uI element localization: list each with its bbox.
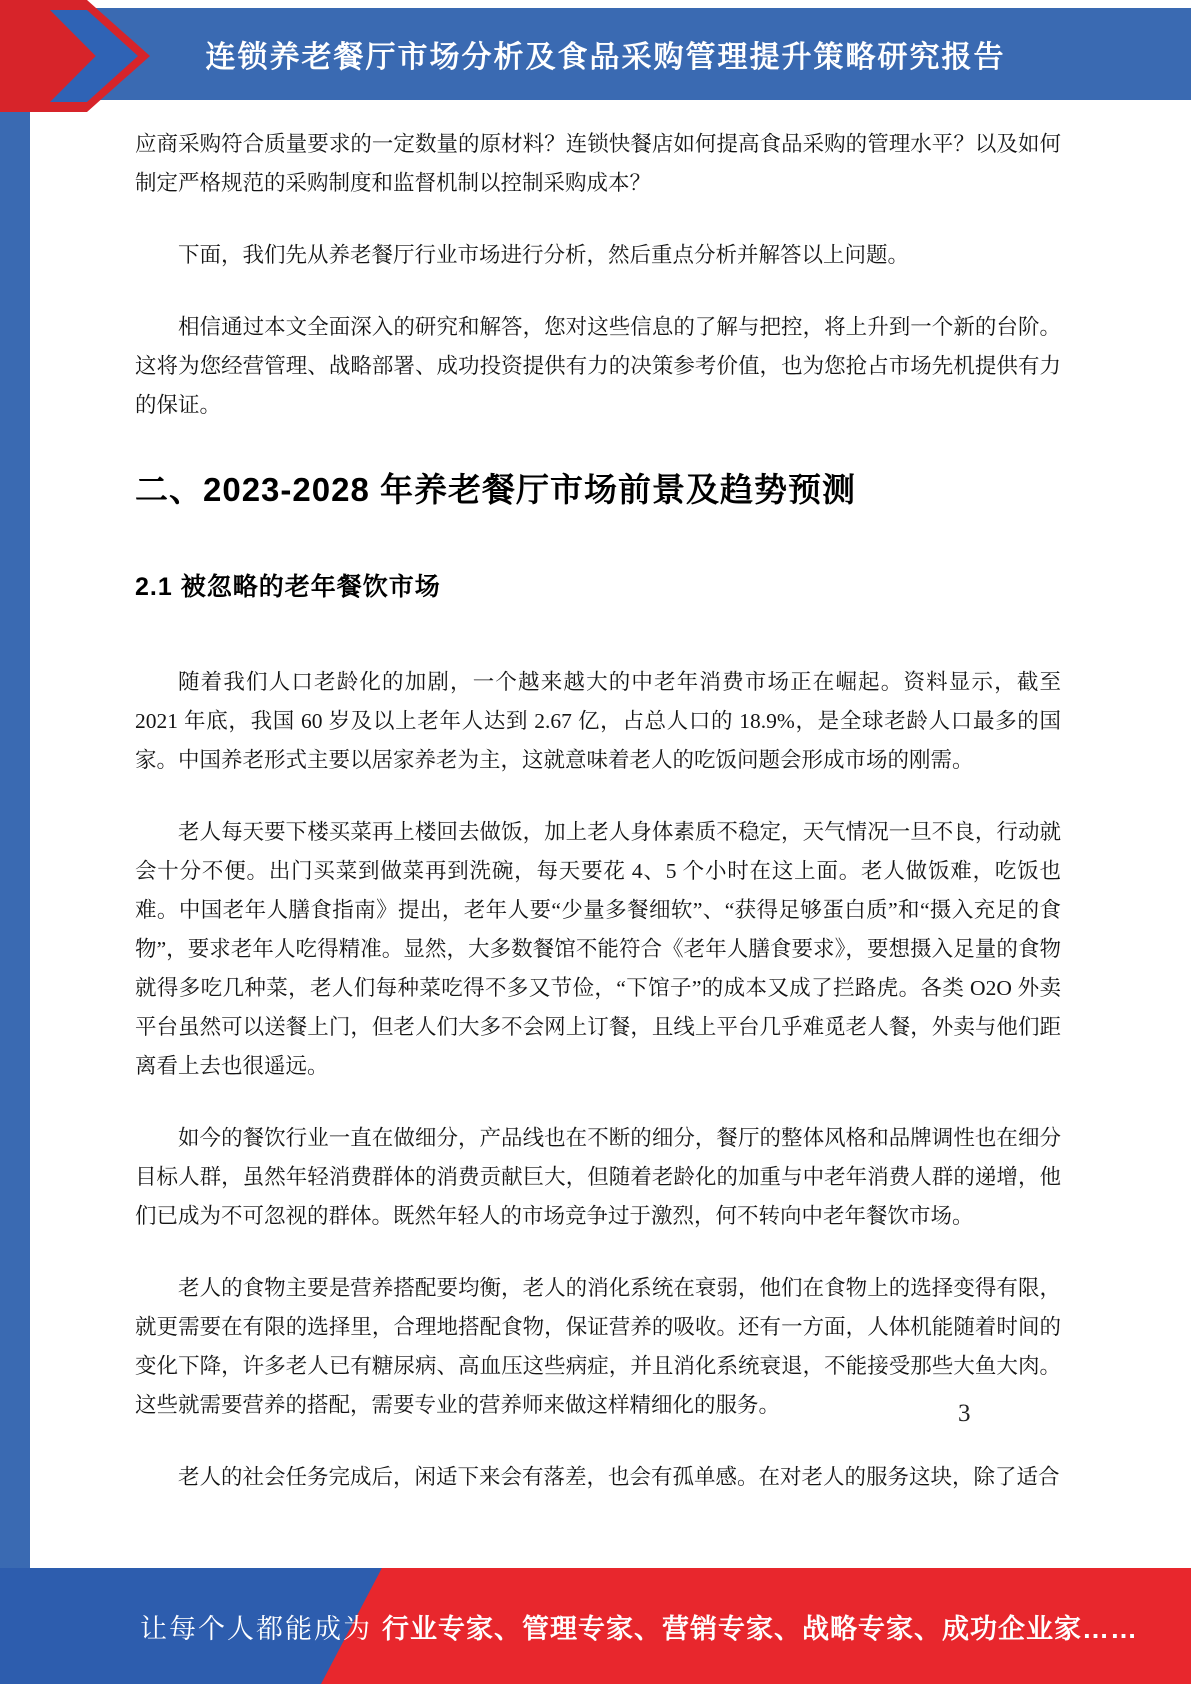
- subsection-heading: 2.1 被忽略的老年餐饮市场: [135, 572, 441, 601]
- section-heading: 二、2023-2028 年养老餐厅市场前景及趋势预测: [135, 471, 856, 508]
- report-title: 连锁养老餐厅市场分析及食品采购管理提升策略研究报告: [205, 41, 1006, 74]
- paragraph: 相信通过本文全面深入的研究和解答，您对这些信息的了解与把控，将上升到一个新的台阶。这将为您经营管理、战略部署、成功投资提供有力的决策参考价值，也为您抢占市场先机提供有力的保证。: [135, 315, 1061, 417]
- footer-expert-list: 行业专家、管理专家、营销专家、战略专家、成功企业家……: [382, 1613, 1138, 1644]
- paragraph: 老人的社会任务完成后，闲适下来会有落差，也会有孤单感。在对老人的服务这块，除了适合: [178, 1464, 1060, 1489]
- page-footer: [0, 1568, 1191, 1684]
- paragraph: 随着我们人口老龄化的加剧，一个越来越大的中老年消费市场正在崛起。资料显示，截至 2021 年底，我国 60 岁及以上老年人达到 2.67 亿，占总人口的 18.9%，是全球老龄人口最多的国家。中国养老形式主要以居家养老为主，这就意味着老人的吃饭问题会形成市场的刚需。: [135, 669, 1061, 772]
- left-accent-stripe: [0, 0, 30, 1684]
- paragraph: 老人每天要下楼买菜再上楼回去做饭，加上老人身体素质不稳定，天气情况一旦不良，行动就会十分不便。出门买菜到做菜再到洗碗，每天要花 4、5 个小时在这上面。老人做饭难，吃饭也难。中国老年人膳食指南》提出，老年人要“少量多餐细软”、“获得足够蛋白质”和“摄入充足的食物”，要求老年人吃得精准。显然，大多数餐馆不能符合《老年人膳食要求》，要想摄入足量的食物就得多吃几种菜，老人们每种菜吃得不多又节俭，“下馆子”的成本又成了拦路虎。各类 O2O 外卖平台虽然可以送餐上门，但老人们大多不会网上订餐，且线上平台几乎难觅老人餐，外卖与他们距离看上去也很遥远。: [135, 819, 1061, 1078]
- paragraph: 下面，我们先从养老餐厅行业市场进行分析，然后重点分析并解答以上问题。: [178, 243, 910, 267]
- document-body: [135, 125, 1061, 1530]
- footer-slogan: 让每个人都能成为: [140, 1613, 372, 1644]
- paragraph: 老人的食物主要是营养搭配要均衡，老人的消化系统在衰弱，他们在食物上的选择变得有限，就更需要在有限的选择里，合理地搭配食物，保证营养的吸收。还有一方面，人体机能随着时间的变化下降，许多老人已有糖尿病、高血压这些病症，并且消化系统衰退，不能接受那些大鱼大肉。这些就需要营养的搭配，需要专业的营养师来做这样精细化的服务。: [135, 1275, 1061, 1417]
- paragraph-lead: 应商采购符合质量要求的一定数量的原材料？连锁快餐店如何提高食品采购的管理水平？以及如何制定严格规范的采购制度和监督机制以控制采购成本？: [135, 132, 1061, 195]
- page-number: 3: [958, 1400, 971, 1427]
- paragraph: 如今的餐饮行业一直在做细分，产品线也在不断的细分，餐厅的整体风格和品牌调性也在细分目标人群，虽然年轻消费群体的消费贡献巨大，但随着老龄化的加重与中老年消费人群的递增，他们已成为不可忽视的群体。既然年轻人的市场竞争过于激烈，何不转向中老年餐饮市场。: [135, 1125, 1061, 1228]
